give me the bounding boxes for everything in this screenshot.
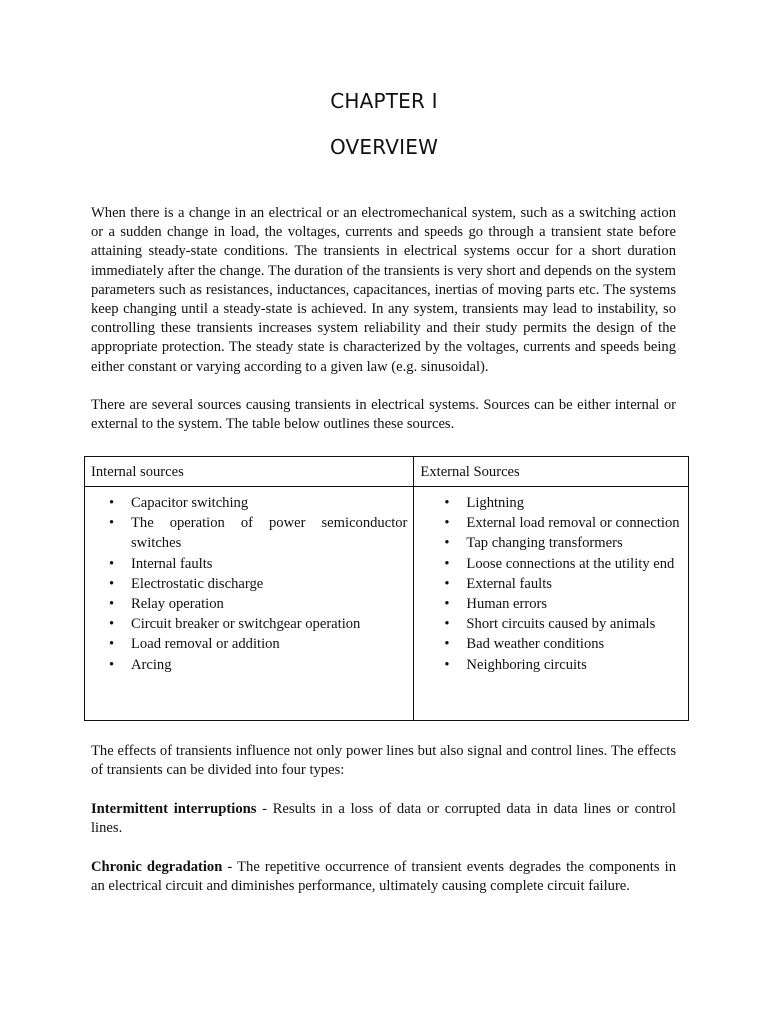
list-item: • Lightning (466, 493, 682, 513)
list-item: • Short circuits caused by animals (466, 614, 682, 634)
list-item: • External faults (466, 574, 682, 594)
sources-paragraph: There are several sources causing transients in electrical systems. Sources can be either internal or external to the system. The table below outlines these sources. (91, 397, 676, 433)
list-item: • Human errors (466, 594, 682, 614)
list-item: • Load removal or addition (131, 634, 407, 654)
table-header-row (85, 457, 689, 487)
effect-separator: - (222, 859, 238, 875)
list-item: • The operation of power semiconductor switches (131, 513, 407, 553)
list-item: • External load removal or connection (466, 513, 682, 533)
list-item: • Relay operation (131, 594, 407, 614)
effects-paragraph: The effects of transients influence not only power lines but also signal and control lines. The effects of transients can be divided into four types: (91, 743, 676, 779)
list-item: • Circuit breaker or switchgear operation (131, 614, 407, 634)
sources-table (84, 456, 689, 721)
header-internal-sources: Internal sources (85, 457, 414, 487)
effect-description: The repetitive occurrence of transient events degrades the components in an electrical circuit and diminishes performance, ultimately causing complete circuit failure. (91, 859, 676, 895)
list-item: • Electrostatic discharge (131, 574, 407, 594)
effect-term: Intermittent interruptions (91, 801, 257, 817)
external-sources-list (414, 493, 682, 675)
effect-description: Results in a loss of data or corrupted data in data lines or control lines. (91, 801, 676, 837)
effect-chronic-degradation (91, 858, 676, 896)
effect-term: Chronic degradation (91, 859, 223, 875)
list-item: • Internal faults (131, 554, 407, 574)
effect-separator: - (256, 801, 273, 817)
list-item: • Loose connections at the utility end (466, 554, 682, 574)
list-item: • Tap changing transformers (466, 533, 682, 553)
chapter-title: CHAPTER I (330, 89, 438, 113)
list-item: • Arcing (131, 655, 407, 675)
list-item: • Bad weather conditions (466, 634, 682, 654)
external-sources-cell (414, 487, 689, 721)
header-external-sources: External Sources (414, 457, 689, 487)
effect-intermittent-interruptions (91, 800, 676, 838)
table-body-row (85, 487, 689, 721)
internal-sources-list (85, 493, 407, 675)
internal-sources-cell (85, 487, 414, 721)
list-item: • Capacitor switching (131, 493, 407, 513)
list-item: • Neighboring circuits (466, 655, 682, 675)
intro-paragraph: When there is a change in an electrical or an electromechanical system, such as a switching action or a sudden change in load, the voltages, currents and speeds go through a transient state before attaining steady-state conditions. The transients in electrical systems occur for a short duration immediately after the change. The duration of the transients is very short and depends on the system parameters such as resistances, inductances, capacitances, inertias of moving parts etc. The systems keep changing until a steady-state is achieved. In any system, transients may lead to instability, so controlling these transients increases system reliability and their study permits the design of the appropriate protection. The steady state is characterized by the voltages, currents and speeds being either constant or varying according to a given law (e.g. sinusoidal). (91, 205, 676, 375)
section-title: OVERVIEW (329, 135, 439, 159)
